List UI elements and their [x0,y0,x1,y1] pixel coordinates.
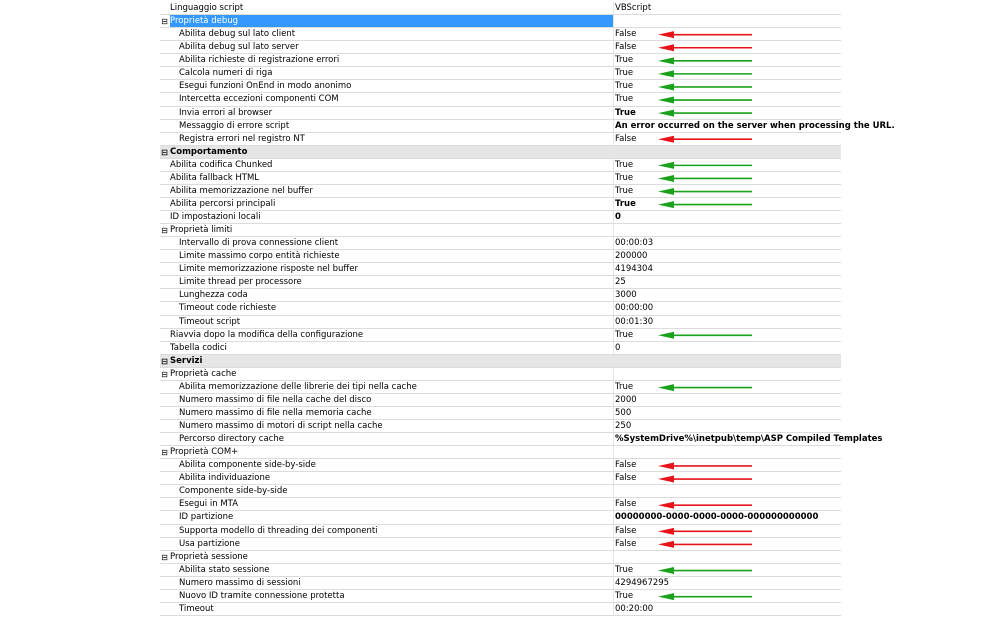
property-row-limite-massimo-corpo-entita-richieste[interactable] [160,250,841,263]
property-value[interactable]: 00:00:00 [615,303,654,314]
property-name: Timeout script [179,316,614,328]
property-row-usa-partizione[interactable] [160,538,841,551]
property-name: Nuovo ID tramite connessione protetta [179,590,614,602]
property-name: Comportamento [170,146,248,157]
property-value[interactable]: True [615,381,634,392]
property-name: Invia errori al browser [179,107,614,119]
property-row-abilita-memorizzazione-delle-librerie-dei-tipi-nella-cache[interactable] [160,381,841,394]
property-name: Proprietà limiti [170,224,614,236]
property-row-abilita-individuazione[interactable] [160,472,841,485]
property-name: Abilita individuazione [179,472,614,484]
property-name: Abilita richieste di registrazione errori [179,54,614,66]
property-name: Proprietà debug [170,15,614,27]
property-name: Supporta modello di threading dei componenti [179,525,614,537]
property-name: Linguaggio script [170,2,614,14]
property-name: Intervallo di prova connessione client [179,237,614,249]
property-value[interactable]: 4294967295 [615,577,670,588]
property-name: Registra errori nel registro NT [179,133,614,145]
property-value[interactable]: False [615,29,637,40]
property-row-numero-massimo-di-sessioni[interactable] [160,577,841,590]
property-value[interactable]: True [615,94,634,105]
property-value[interactable]: 250 [615,421,632,431]
property-value[interactable]: 4194304 [615,264,653,275]
property-name: Abilita debug sul lato server [179,41,614,53]
property-row-riavvia-dopo-la-modifica-della-configurazione[interactable] [160,329,841,342]
property-name: Abilita debug sul lato client [179,28,614,40]
group-row-servizi[interactable] [160,355,841,368]
property-value[interactable]: True [615,198,636,209]
property-name: Abilita componente side-by-side [179,459,614,471]
property-name: Abilita memorizzazione delle librerie dei tipi nella cache [179,381,614,393]
property-value[interactable]: False [615,42,637,53]
property-name: Abilita fallback HTML [170,172,614,184]
property-row-tabella-codici[interactable] [160,342,841,355]
property-name: Proprietà cache [170,368,614,380]
property-row-numero-massimo-di-file-nella-memoria-cache[interactable] [160,407,841,420]
property-value[interactable]: False [615,133,637,144]
property-row-intercetta-eccezioni-componenti-com[interactable] [160,93,841,106]
collapse-icon[interactable]: ⊟ [161,448,168,458]
property-value[interactable]: 25 [615,277,626,288]
property-value[interactable]: 3000 [615,290,637,301]
property-row-id-partizione[interactable] [160,511,841,524]
property-name: Componente side-by-side [179,485,614,497]
group-row-proprieta-limiti[interactable] [160,224,841,237]
property-row-abilita-componente-side-by-side[interactable] [160,459,841,472]
property-row-calcola-numeri-di-riga[interactable] [160,67,841,80]
property-row-timeout-script[interactable] [160,316,841,329]
collapse-icon[interactable]: ⊟ [161,552,168,562]
property-name: Servizi [170,355,203,366]
property-value[interactable]: 00:20:00 [615,603,654,614]
property-value[interactable]: %SystemDrive%\inetpub\temp\ASP Compiled Templates [615,434,883,445]
property-value[interactable]: 0 [615,212,621,222]
collapse-icon[interactable]: ⊟ [161,356,168,366]
property-name: Esegui funzioni OnEnd in modo anonimo [179,80,614,92]
property-row-timeout[interactable] [160,603,841,616]
collapse-icon[interactable]: ⊟ [161,226,168,236]
property-name: Limite memorizzazione risposte nel buffer [179,263,614,275]
collapse-icon[interactable]: ⊟ [161,147,168,157]
property-name: Numero massimo di file nella cache del disco [179,394,614,406]
property-name: Abilita stato sessione [179,564,614,576]
group-row-proprieta-com[interactable] [160,446,841,459]
property-row-abilita-memorizzazione-nel-buffer[interactable] [160,185,841,198]
property-name: Timeout [179,603,614,615]
property-row-intervallo-di-prova-connessione-client[interactable] [160,237,841,250]
property-value[interactable]: True [615,172,634,183]
property-row-abilita-fallback-html[interactable] [160,172,841,185]
property-value[interactable]: True [615,159,634,170]
property-value[interactable]: An error occurred on the server when processing the URL. [615,120,895,131]
property-value[interactable]: True [615,185,634,196]
property-name: Messaggio di errore script [179,120,614,132]
property-value[interactable]: 2000 [615,394,637,405]
property-value[interactable]: 00000000-0000-0000-0000-000000000000 [615,512,819,523]
property-row-componente-side-by-side[interactable] [160,485,841,498]
property-value[interactable]: VBScript [615,3,652,13]
property-value[interactable]: True [615,329,634,340]
property-name: Lunghezza coda [179,289,614,301]
property-name: Abilita codifica Chunked [170,159,614,171]
property-value[interactable]: True [615,107,636,118]
property-row-abilita-richieste-di-registrazione-errori[interactable] [160,54,841,67]
property-name: Proprietà sessione [170,551,614,563]
property-row-abilita-stato-sessione[interactable] [160,564,841,577]
property-grid [160,2,895,617]
property-name: Limite thread per processore [179,276,614,288]
property-row-percorso-directory-cache[interactable] [160,433,883,446]
property-value[interactable]: False [615,538,637,549]
property-value[interactable]: True [615,68,634,79]
property-value[interactable]: False [615,499,637,510]
property-row-abilita-codifica-chunked[interactable] [160,159,841,172]
property-name: Tabella codici [170,342,614,354]
property-row-esegui-funzioni-onend-in-modo-anonimo[interactable] [160,80,841,93]
property-name: Timeout code richieste [179,302,614,314]
property-name: Esegui in MTA [179,498,614,510]
collapse-icon[interactable]: ⊟ [161,369,168,379]
property-row-abilita-debug-sul-lato-client[interactable] [160,28,841,41]
property-row-abilita-percorsi-principali[interactable] [160,198,841,211]
property-value[interactable]: 200000 [615,251,648,262]
property-value[interactable]: 500 [615,407,632,418]
property-name: Proprietà COM+ [170,446,614,458]
property-row-nuovo-id-tramite-connessione-protetta[interactable] [160,590,841,603]
property-name: Abilita percorsi principali [170,198,614,210]
property-name: Percorso directory cache [179,433,614,445]
property-name: Calcola numeri di riga [179,67,614,79]
collapse-icon[interactable]: ⊟ [161,17,168,27]
property-name: ID impostazioni locali [170,211,614,223]
property-row-numero-massimo-di-motori-di-script-nella-cache[interactable] [160,420,841,433]
property-value[interactable]: True [615,590,634,601]
property-row-messaggio-di-errore-script[interactable] [160,120,895,133]
property-row-limite-memorizzazione-risposte-nel-buffer[interactable] [160,263,841,276]
property-row-registra-errori-nel-registro-nt[interactable] [160,133,841,146]
property-value[interactable]: 00:01:30 [615,316,654,327]
property-value[interactable]: 00:00:03 [615,238,654,249]
property-value[interactable]: False [615,525,637,536]
property-name: Intercetta eccezioni componenti COM [179,93,614,105]
property-value[interactable]: True [615,55,634,66]
property-name: Numero massimo di file nella memoria cache [179,407,614,419]
property-row-supporta-modello-di-threading-dei-componenti[interactable] [160,525,841,538]
property-value[interactable]: False [615,460,637,471]
property-value[interactable]: True [615,81,634,92]
property-name: Usa partizione [179,538,614,550]
property-value[interactable]: False [615,473,637,484]
group-row-proprieta-sessione[interactable] [160,551,841,564]
group-row-proprieta-debug[interactable] [160,15,841,28]
property-name: Numero massimo di sessioni [179,577,614,589]
property-row-id-impostazioni-locali[interactable] [160,211,841,224]
property-row-limite-thread-per-processore[interactable] [160,276,841,289]
property-row-linguaggio-script[interactable] [160,2,841,15]
property-row-invia-errori-al-browser[interactable] [160,107,841,120]
property-name: Limite massimo corpo entità richieste [179,250,614,262]
property-name: ID partizione [179,511,614,523]
property-name: Riavvia dopo la modifica della configurazione [170,329,614,341]
property-row-timeout-code-richieste[interactable] [160,302,841,315]
property-value[interactable]: 0 [615,342,621,353]
property-value[interactable]: True [615,564,634,575]
group-row-comportamento[interactable] [160,146,841,159]
property-row-numero-massimo-di-file-nella-cache-del-disco[interactable] [160,394,841,407]
property-name: Abilita memorizzazione nel buffer [170,185,614,197]
property-row-lunghezza-coda[interactable] [160,289,841,302]
property-name: Numero massimo di motori di script nella cache [179,420,614,432]
property-row-abilita-debug-sul-lato-server[interactable] [160,41,841,54]
group-row-proprieta-cache[interactable] [160,368,841,381]
property-row-esegui-in-mta[interactable] [160,498,841,511]
